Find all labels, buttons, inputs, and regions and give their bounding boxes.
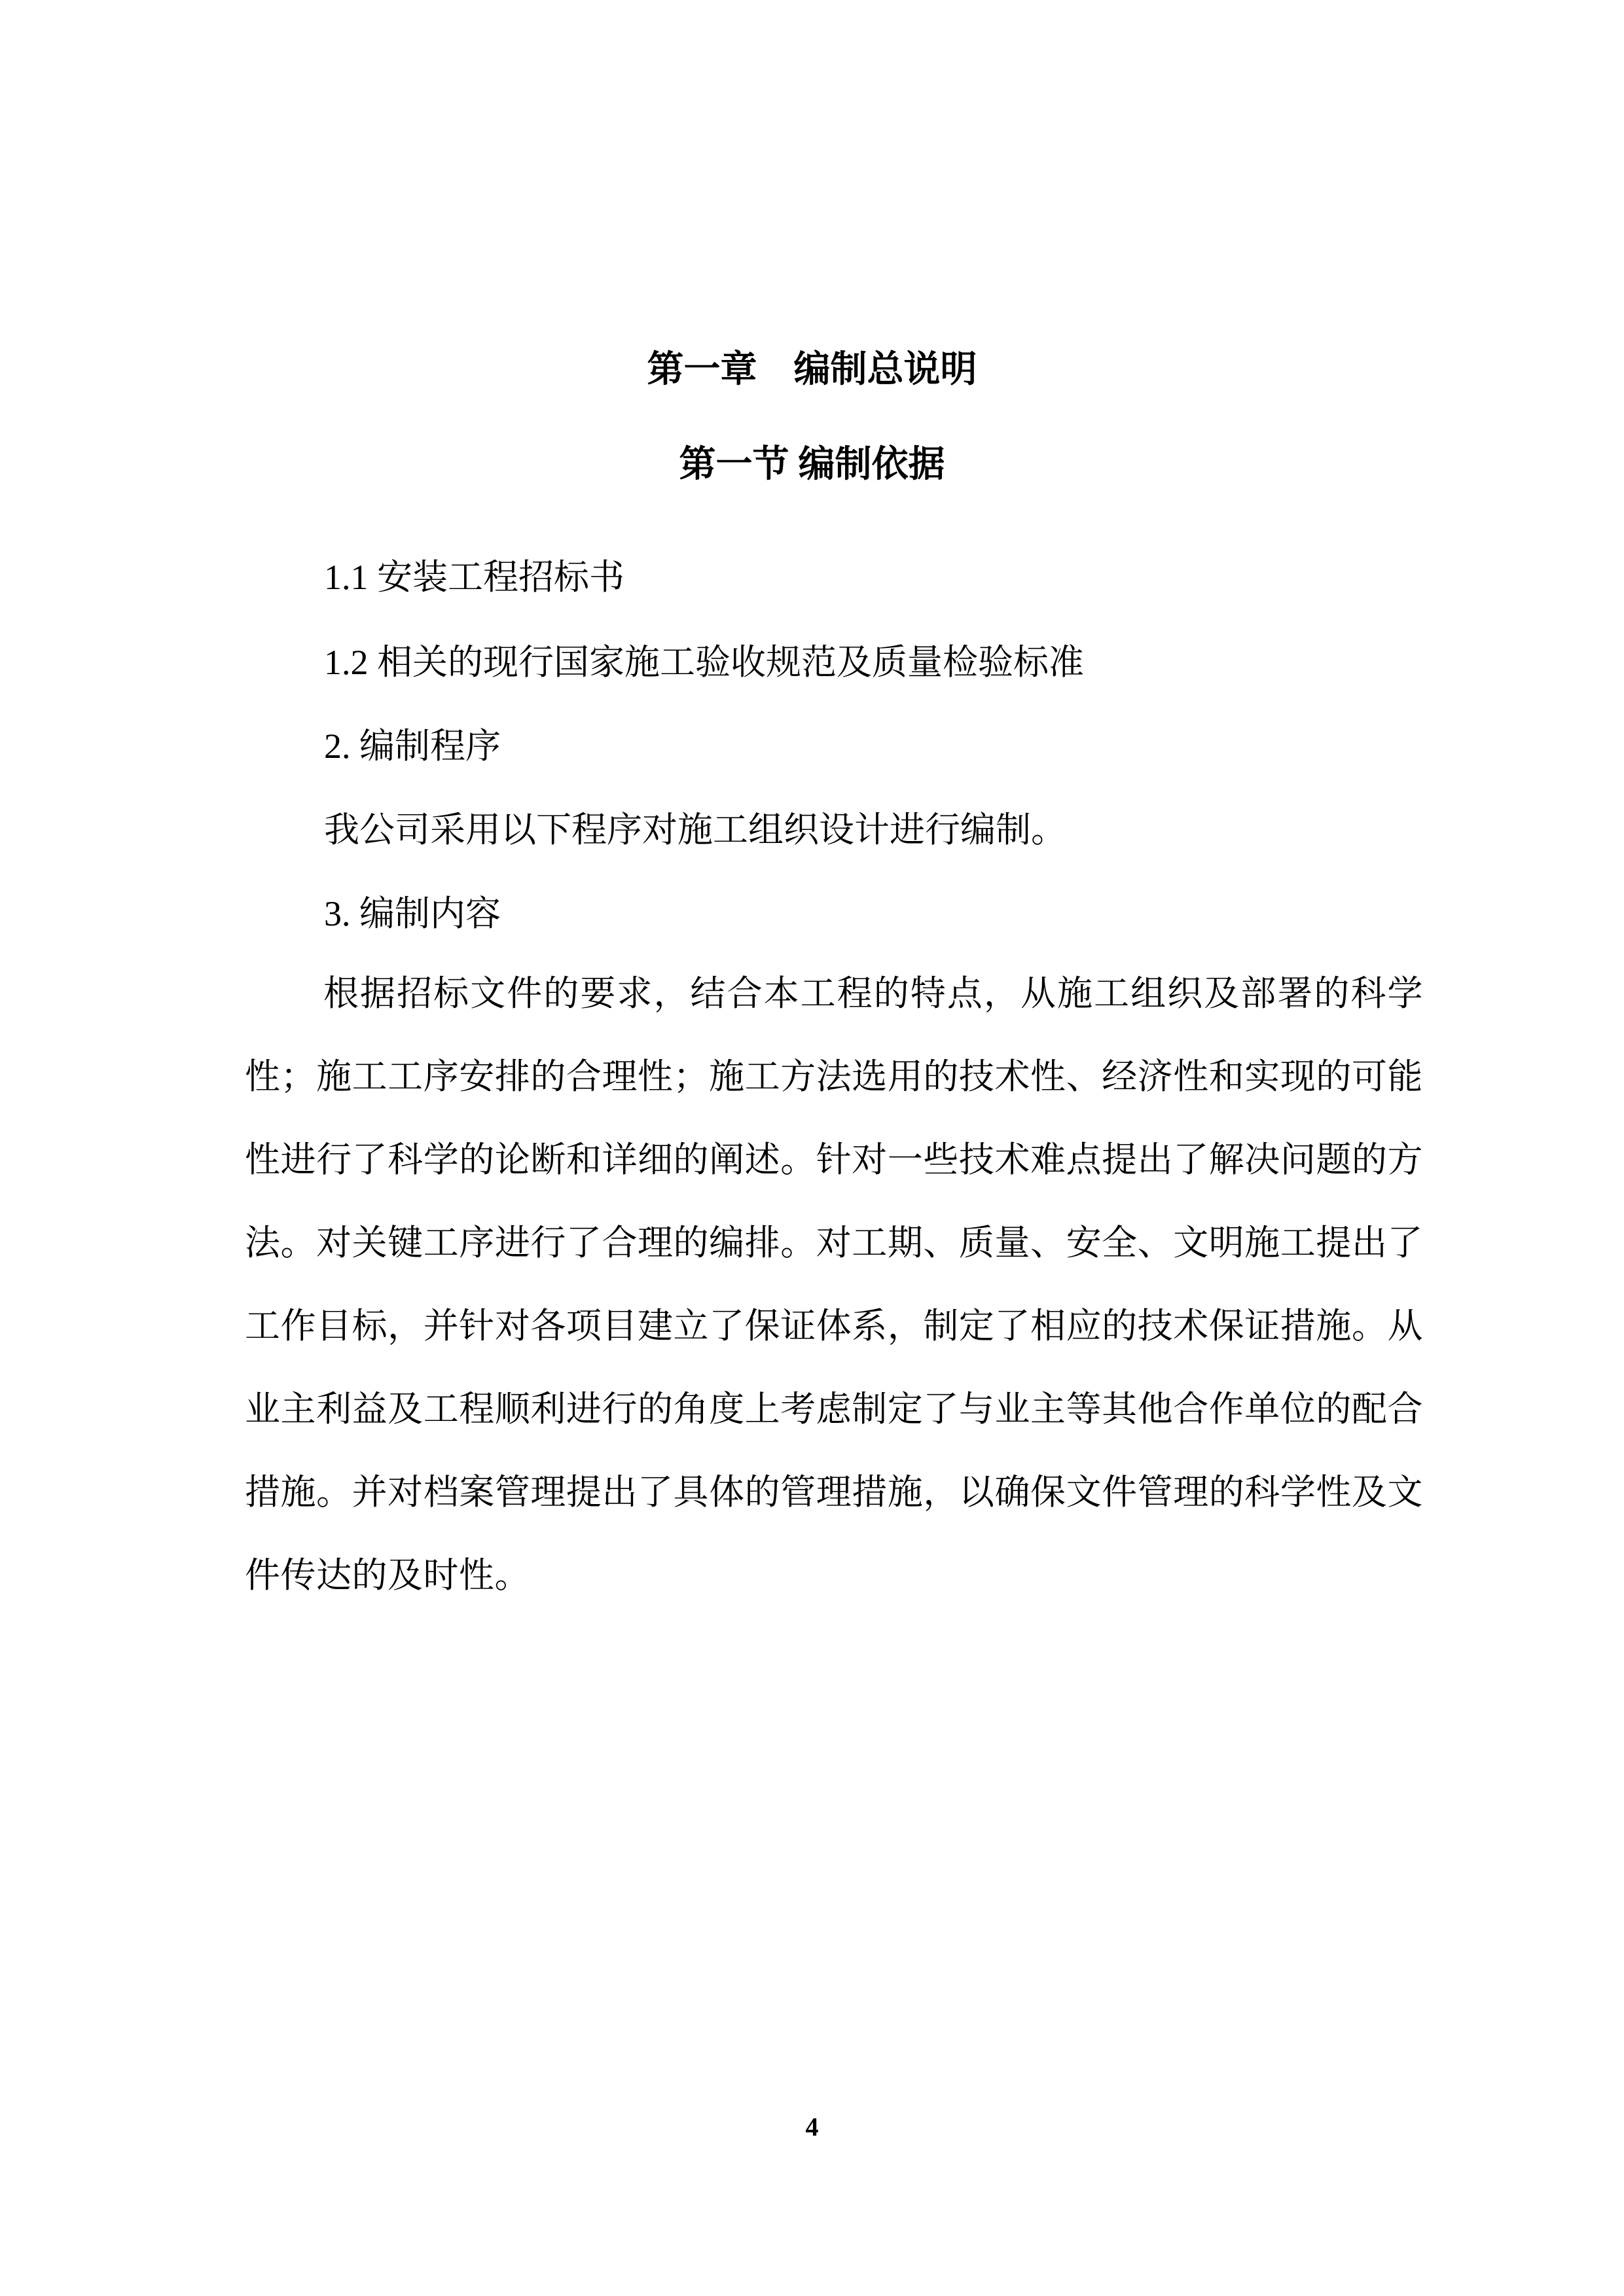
item-1-2: 1.2 相关的现行国家施工验收规范及质量检验标准 [324, 643, 1084, 682]
chapter-title [0, 337, 1624, 403]
item-3-heading: 3. 编制内容 [324, 894, 501, 933]
item-1-1: 1.1 安装工程招标书 [324, 558, 624, 597]
chapter-name: 编制总说明 [793, 350, 977, 390]
chapter-label: 第一章 [647, 350, 757, 390]
page-number: 4 [805, 2112, 819, 2142]
item-2-text: 我公司采用以下程序对施工组织设计进行编制。 [324, 810, 1066, 850]
item-2-heading: 2. 编制程序 [324, 726, 501, 766]
section-title: 第一节 编制依据 [679, 444, 945, 485]
body-paragraph: 根据招标文件的要求，结合本工程的特点，从施工组织及部署的科学性；施工工序安排的合理性；施工方法选用的技术性、经济性和实现的可能性进行了科学的论断和详细的阐述。针对一些技术难点提出了解决问题的方法。对关键工序进行了合理的编排。对工期、质量、安全、文明施工提出了工作目标，并针对各项目建立了保证体系，制定了相应的技术保证措施。从业主利益及工程顺利进行的角度上考虑制定了与业主等其他合作单位的配合措施。并对档案管理提出了具体的管理措施，以确保文件管理的科学性及文件传达的及时性。 [245, 974, 1423, 1595]
